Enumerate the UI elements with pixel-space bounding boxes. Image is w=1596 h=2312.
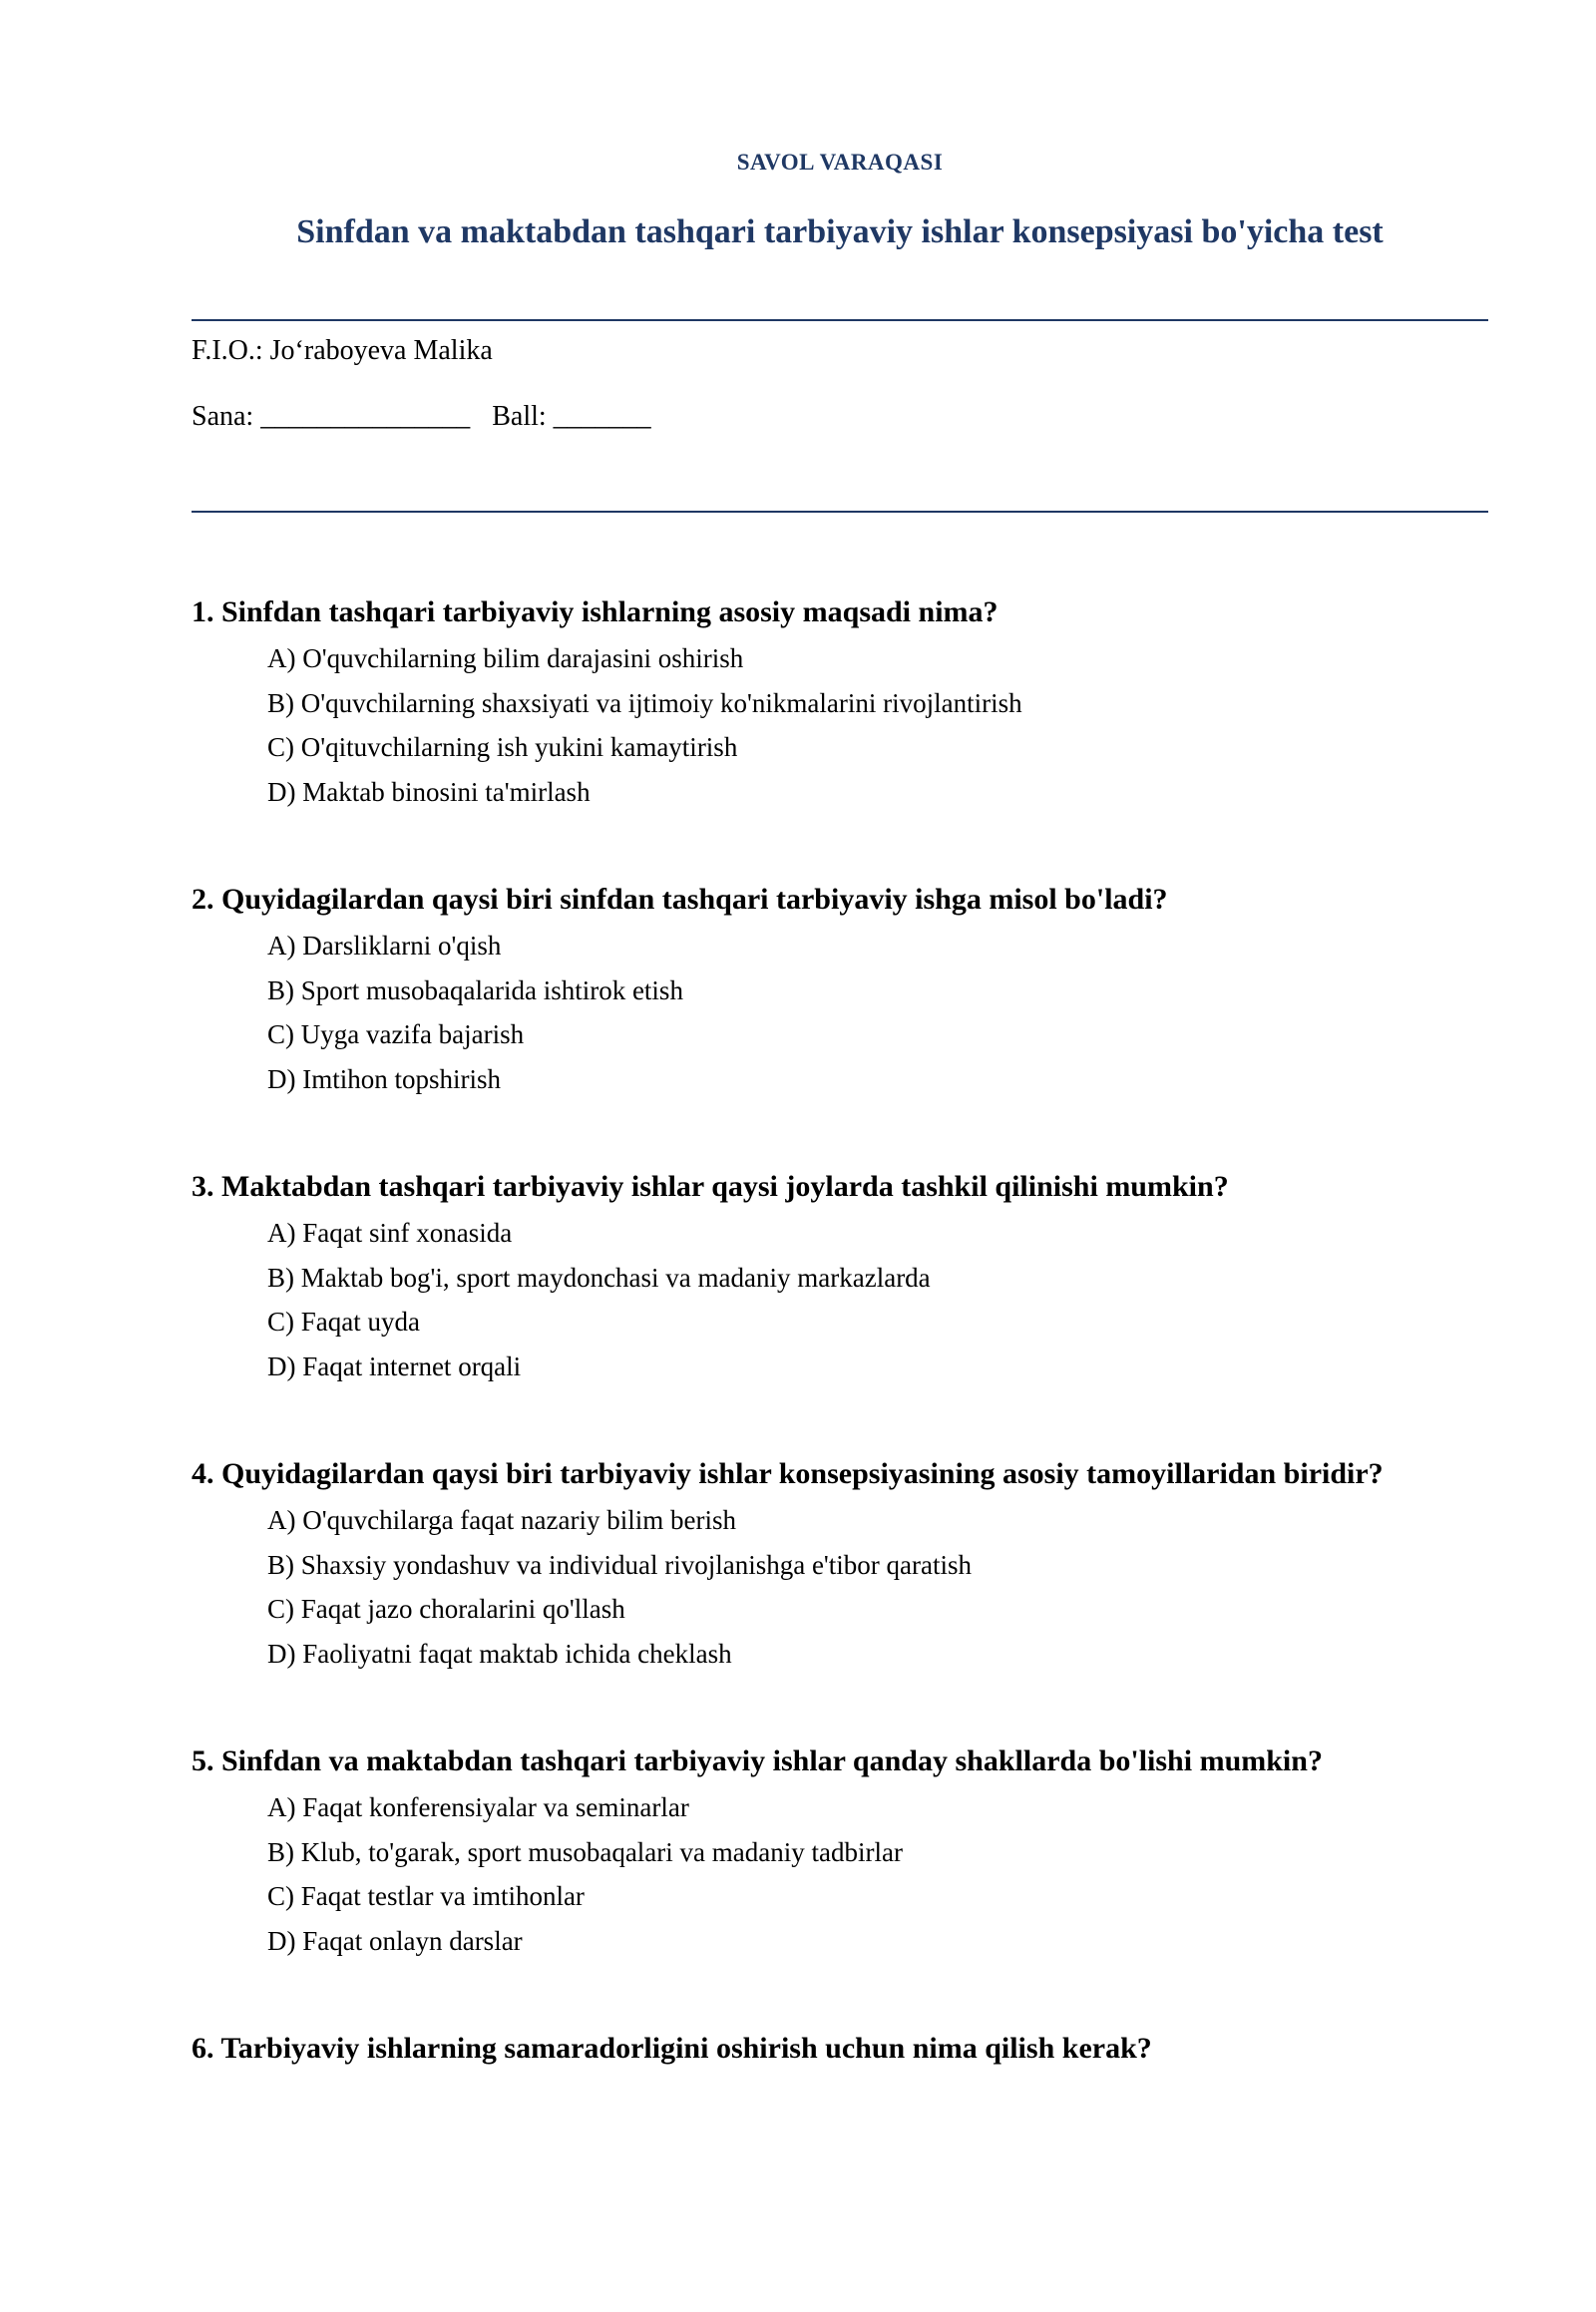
question-item [192,588,1508,876]
option-d: D) Maktab binosini ta'mirlash [267,776,591,807]
score-field: Ball: _______ [492,401,651,432]
option-b: B) O'quvchilarning shaxsiyati va ijtimoiy ko'nikmalarini rivojlantirish [267,687,1022,718]
date-field: Sana: _______________ [192,401,471,432]
option-a: A) Faqat sinf xonasida [267,1218,513,1248]
question-item [192,1450,1508,1737]
option-a: A) O'quvchilarga faqat nazariy bilim berish [267,1505,736,1535]
test-title: Sinfdan va maktabdan tashqari tarbiyaviy ishlar konsepsiyasi bo'yicha test [296,213,1384,250]
question-text: 1. Sinfdan tashqari tarbiyaviy ishlarning asosiy maqsadi nima? [192,595,998,628]
option-list [192,1785,1508,1963]
option-b: B) Shaxsiy yondashuv va individual rivojlanishga e'tibor qaratish [267,1549,973,1580]
option-a: A) Darsliklarni o'qish [267,931,502,961]
student-name: F.I.O.: Jo‘raboyeva Malika [192,335,493,366]
option-d: D) Faqat onlayn darslar [267,1925,523,1956]
option-a: A) O'quvchilarning bilim darajasini oshirish [267,643,744,673]
option-list [192,1211,1508,1388]
option-b: B) Maktab bog'i, sport maydonchasi va madaniy markazlarda [267,1262,931,1293]
option-b: B) Klub, to'garak, sport musobaqalari va madaniy tadbirlar [267,1836,903,1867]
option-d: D) Faqat internet orqali [267,1350,522,1381]
option-list [192,924,1508,1101]
option-a: A) Faqat konferensiyalar va seminarlar [267,1792,689,1822]
question-text: 2. Quyidagilardan qaysi biri sinfdan tashqari tarbiyaviy ishga misol bo'ladi? [192,883,1168,916]
option-c: C) Faqat uyda [267,1307,420,1337]
question-text: 3. Maktabdan tashqari tarbiyaviy ishlar qaysi joylarda tashkil qilinishi mumkin? [192,1170,1229,1203]
question-text: 5. Sinfdan va maktabdan tashqari tarbiyaviy ishlar qanday shakllarda bo'lishi mumkin? [192,1744,1323,1777]
option-list [192,1498,1508,1676]
student-meta-line [192,401,651,433]
option-d: D) Imtihon topshirish [267,1063,501,1094]
option-c: C) O'qituvchilarning ish yukini kamaytirish [267,732,738,762]
option-b: B) Sport musobaqalarida ishtirok etish [267,974,683,1005]
question-list [192,588,1508,2312]
question-item [192,1163,1508,1450]
question-text: 6. Tarbiyaviy ishlarning samaradorligini oshirish uchun nima qilish kerak? [192,2032,1152,2065]
question-item [192,876,1508,1163]
sheet-kicker: SAVOL VARAQASI [736,150,944,175]
option-list [192,636,1508,814]
header-divider-bottom [192,511,1488,513]
header-divider-top [192,319,1488,321]
question-text: 4. Quyidagilardan qaysi biri tarbiyaviy ishlar konsepsiyasining asosiy tamoyillaridan biridir? [192,1457,1384,1490]
option-c: C) Uyga vazifa bajarish [267,1019,525,1049]
option-c: C) Faqat testlar va imtihonlar [267,1881,585,1911]
option-d: D) Faoliyatni faqat maktab ichida cheklash [267,1638,732,1669]
question-item [192,2025,1508,2312]
option-c: C) Faqat jazo choralarini qo'llash [267,1594,625,1624]
question-item [192,1737,1508,2025]
